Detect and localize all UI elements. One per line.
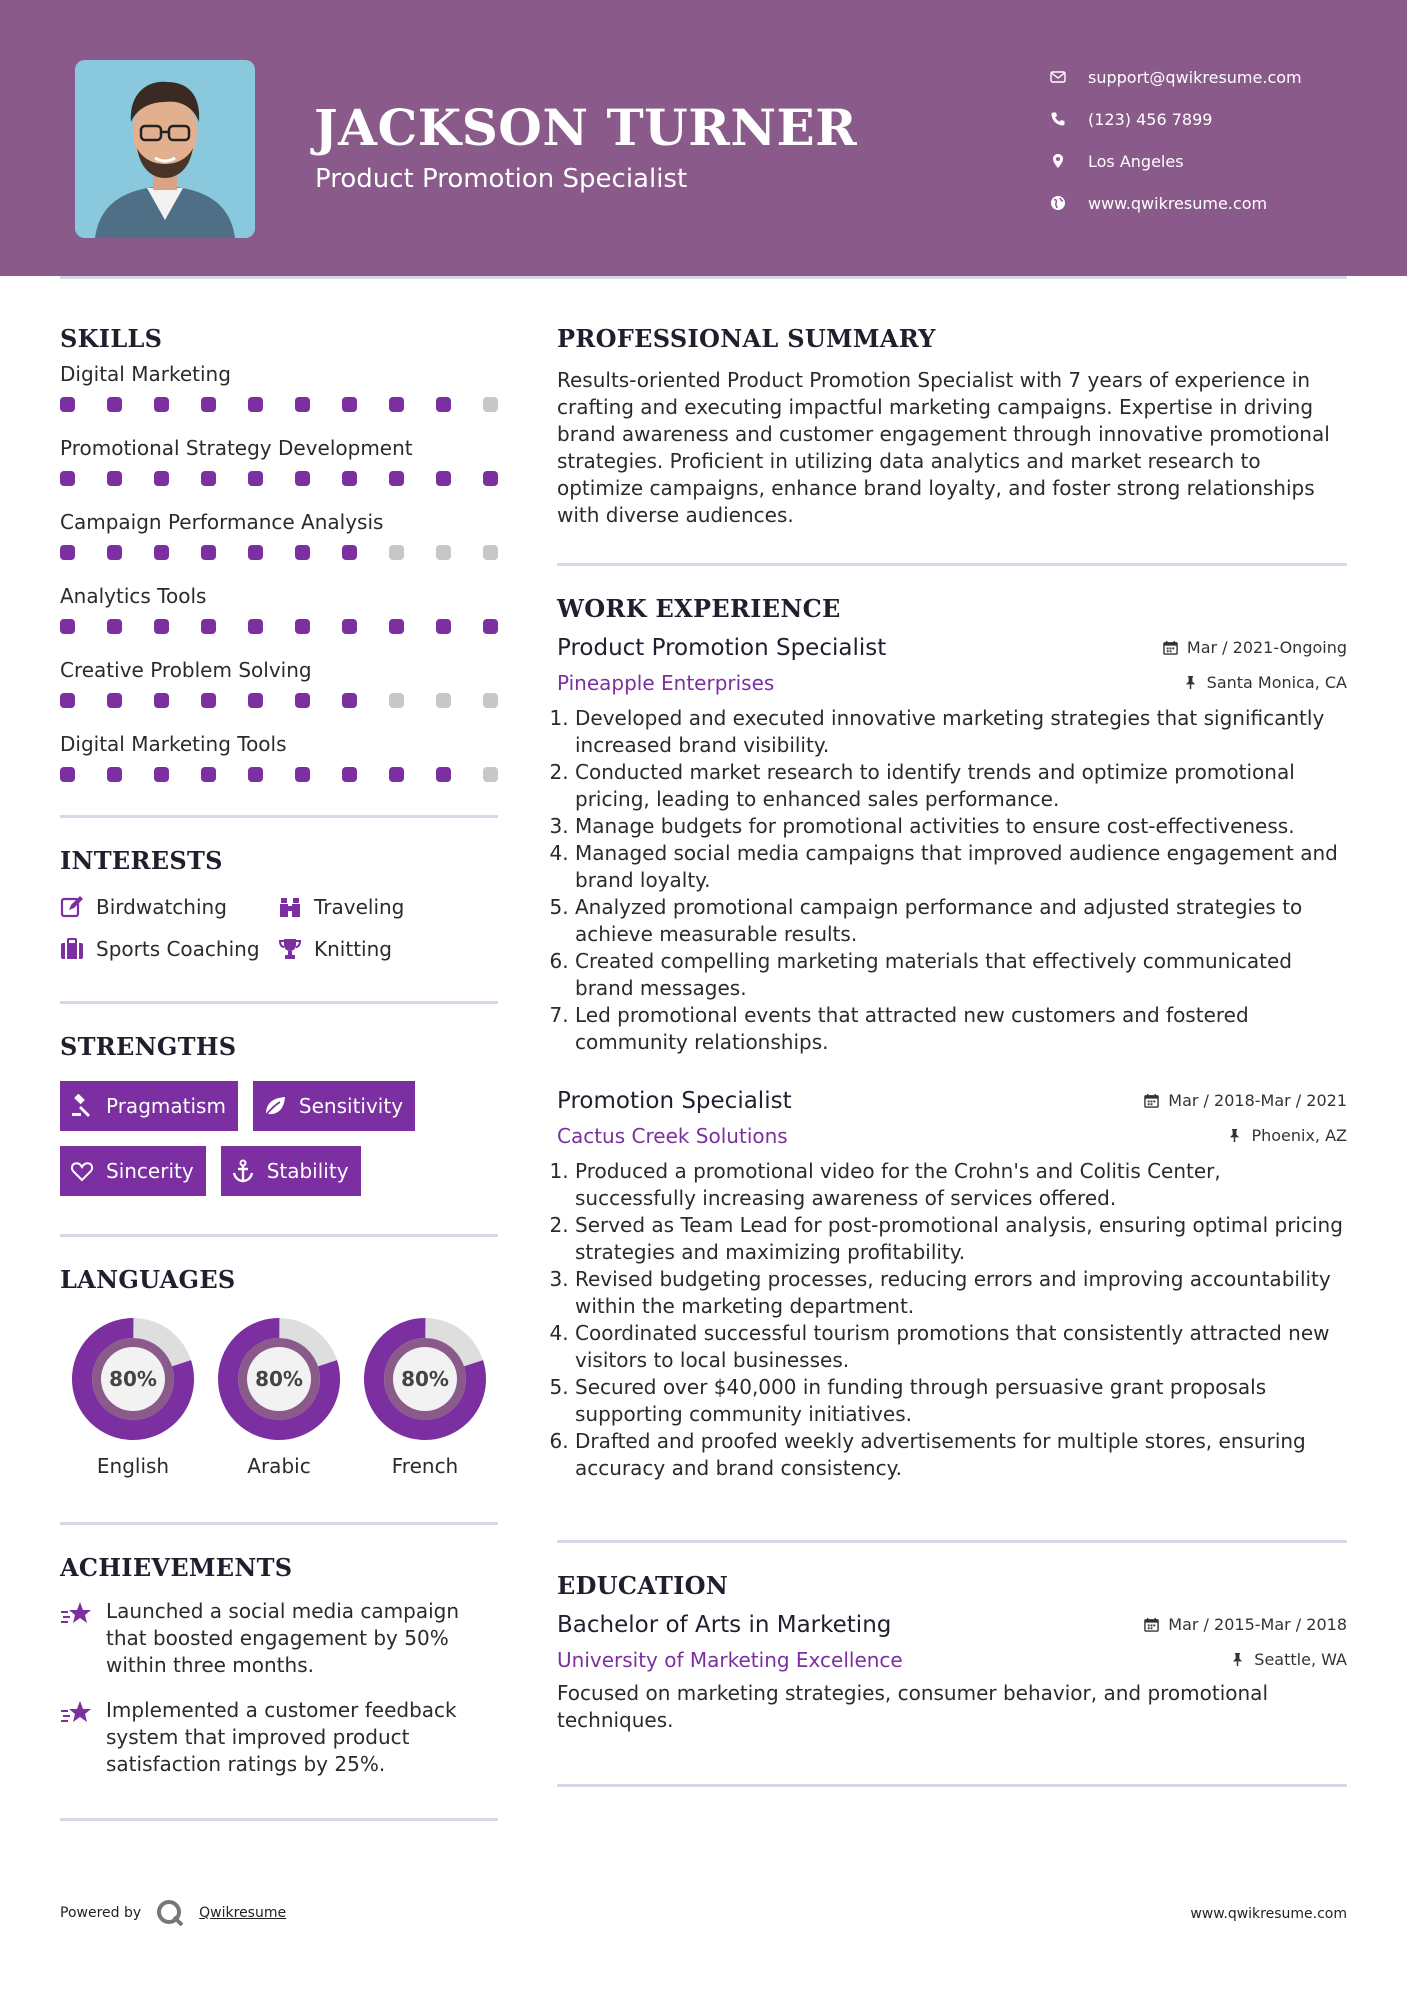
skill-level-dots [60, 611, 498, 655]
skill-dot-empty [483, 545, 498, 560]
skill-dot-filled [342, 693, 357, 708]
skill-dot-empty [483, 767, 498, 782]
skill-dot-filled [436, 397, 451, 412]
strength-tag [221, 1146, 361, 1196]
skill-level-dots [60, 537, 498, 581]
achievement-item [60, 1697, 498, 1778]
job-location-text: Phoenix, AZ [1251, 1126, 1347, 1145]
strength-tag [60, 1146, 206, 1196]
contact-location [1050, 140, 1390, 182]
duty-item: 5. Analyzed promotional campaign performance and adjusted strategies to achieve measurable results. [575, 894, 1347, 948]
skill-dot-filled [295, 767, 310, 782]
job-company: Cactus Creek Solutions [557, 1124, 788, 1148]
skills-title: SKILLS [60, 324, 163, 353]
calendar-icon [1144, 1617, 1159, 1632]
skill-name: Promotional Strategy Development [60, 436, 413, 460]
skill-dot-filled [295, 397, 310, 412]
skill-dot-filled [107, 397, 122, 412]
contact-website[interactable] [1050, 182, 1390, 224]
education-location-text: Seattle, WA [1254, 1650, 1347, 1669]
strength-label: Sensitivity [298, 1094, 404, 1118]
skill-dot-filled [342, 619, 357, 634]
skill-dot-filled [154, 545, 169, 560]
skill-dot-empty [483, 397, 498, 412]
skill-dot-filled [154, 619, 169, 634]
section-divider [60, 1522, 498, 1525]
duty-item: 2. Conducted market research to identify trends and optimize promotional pricing, leading to enhanced sales performance. [575, 759, 1347, 813]
interest-label: Traveling [314, 895, 405, 919]
skill-dot-filled [201, 397, 216, 412]
duty-item: 5. Secured over $40,000 in funding through persuasive grant proposals supporting community initiatives. [575, 1374, 1347, 1428]
skill-level-dots [60, 685, 498, 729]
achievements-section [60, 1553, 498, 1778]
duty-item: 1. Produced a promotional video for the Crohn's and Colitis Center, successfully increasing awareness of services offered. [575, 1158, 1347, 1212]
contact-location-text: Los Angeles [1088, 151, 1184, 171]
achievements-title: ACHIEVEMENTS [60, 1553, 293, 1582]
job-header [557, 635, 1347, 661]
job-location [1183, 673, 1347, 692]
education-title: EDUCATION [557, 1571, 729, 1600]
skill-dot-filled [342, 471, 357, 486]
job-subheader [557, 1124, 1347, 1148]
skill-dot-filled [295, 619, 310, 634]
job-entry [557, 1088, 1347, 1482]
languages-section [60, 1265, 498, 1478]
skill-name: Campaign Performance Analysis [60, 510, 384, 534]
duty-item: 7. Led promotional events that attracted new customers and fostered community relationships. [575, 1002, 1347, 1056]
skill-dot-filled [107, 471, 122, 486]
section-divider [557, 1540, 1347, 1543]
skill-dot-filled [248, 397, 263, 412]
skill-dot-empty [389, 693, 404, 708]
summary-section [557, 324, 1347, 529]
skill-dot-filled [483, 619, 498, 634]
language-percent: 80% [401, 1367, 449, 1391]
duty-item: 3. Revised budgeting processes, reducing errors and improving accountability within the marketing department. [575, 1266, 1347, 1320]
summary-text: Results-oriented Product Promotion Specialist with 7 years of experience in crafting and executing impactful marketing campaigns. Expertise in driving brand awareness and customer engagement through innovative promotional strategies. Proficient in utilizing data analytics and market research to optimize campaigns, enhance brand loyalty, and foster strong relationships with diverse audiences. [557, 368, 1330, 527]
language-name: English [96, 1454, 170, 1478]
education-school: University of Marketing Excellence [557, 1648, 903, 1672]
job-subheader [557, 671, 1347, 695]
calendar-icon [1163, 640, 1178, 655]
pin-icon [1227, 1128, 1242, 1143]
duty-item: 2. Served as Team Lead for post-promotional analysis, ensuring optimal pricing strategies and maximizing profitability. [575, 1212, 1347, 1266]
section-divider [557, 563, 1347, 566]
right-column [557, 276, 1347, 1787]
footer-website[interactable]: www.qwikresume.com [1190, 1906, 1347, 1922]
education-date [1144, 1615, 1347, 1634]
skill-dot-filled [248, 767, 263, 782]
skill-dot-filled [248, 693, 263, 708]
strength-label: Pragmatism [106, 1094, 226, 1118]
pin-icon [1183, 675, 1198, 690]
language-item [352, 1318, 498, 1478]
skill-dot-filled [295, 471, 310, 486]
achievement-text: Implemented a customer feedback system that improved product satisfaction ratings by 25%. [106, 1698, 457, 1776]
calendar-icon [1144, 1093, 1159, 1108]
achievement-item [60, 1598, 498, 1679]
globe-icon [1050, 195, 1088, 211]
summary-title: PROFESSIONAL SUMMARY [557, 324, 936, 353]
skill-level-dots [60, 463, 498, 507]
skill-name: Digital Marketing [60, 362, 231, 386]
interest-item [60, 937, 278, 961]
skill-dot-filled [201, 767, 216, 782]
skill-dot-empty [436, 545, 451, 560]
section-divider [557, 1784, 1347, 1787]
left-column [60, 276, 498, 1821]
qwikresume-link[interactable]: Qwikresume [199, 1905, 287, 1921]
languages-list [60, 1318, 498, 1478]
interests-section [60, 846, 498, 961]
skill-dot-filled [389, 619, 404, 634]
contact-phone[interactable] [1050, 98, 1390, 140]
job-duties [557, 1158, 1347, 1482]
interest-label: Sports Coaching [96, 937, 260, 961]
strength-tag [253, 1081, 415, 1131]
language-percent: 80% [109, 1367, 157, 1391]
skill-dot-filled [201, 545, 216, 560]
achievement-text: Launched a social media campaign that boosted engagement by 50% within three months. [106, 1599, 460, 1677]
skill-dot-filled [483, 471, 498, 486]
resume-header [0, 0, 1407, 276]
skill-name: Creative Problem Solving [60, 658, 312, 682]
section-divider [60, 1001, 498, 1004]
binoculars-icon [278, 895, 302, 919]
powered-by-label: Powered by [60, 1905, 142, 1921]
skill-dot-empty [436, 693, 451, 708]
duty-item: 4. Managed social media campaigns that improved audience engagement and brand loyalty. [575, 840, 1347, 894]
skill-dot-filled [436, 767, 451, 782]
skill-dot-filled [201, 693, 216, 708]
skill-dot-filled [436, 619, 451, 634]
skill-dot-filled [248, 471, 263, 486]
contact-email[interactable] [1050, 56, 1390, 98]
skills-section [60, 324, 498, 803]
skills-list [60, 359, 498, 803]
interests-list [60, 895, 498, 961]
duty-item: 6. Drafted and proofed weekly advertisements for multiple stores, ensuring accuracy and brand consistency. [575, 1428, 1347, 1482]
skill-dot-filled [60, 619, 75, 634]
interest-item [278, 895, 498, 919]
skill-dot-filled [107, 767, 122, 782]
skill-dot-filled [154, 397, 169, 412]
leaf-icon [263, 1094, 287, 1118]
job-date [1163, 638, 1347, 657]
candidate-role: Product Promotion Specialist [315, 164, 688, 194]
section-divider [60, 815, 498, 818]
language-ring [72, 1318, 194, 1440]
interests-title: INTERESTS [60, 846, 223, 875]
strength-label: Sincerity [106, 1159, 194, 1183]
skill-dot-filled [60, 397, 75, 412]
interest-item [278, 937, 498, 961]
skill-dot-filled [154, 471, 169, 486]
star-icon [60, 1699, 92, 1727]
strength-label: Stability [266, 1159, 349, 1183]
skill-dot-filled [389, 471, 404, 486]
contact-website-text: www.qwikresume.com [1088, 193, 1268, 213]
candidate-name: JACKSON TURNER [314, 98, 858, 157]
language-ring [364, 1318, 486, 1440]
job-title: Promotion Specialist [557, 1088, 792, 1114]
skill-dot-filled [107, 693, 122, 708]
section-divider [60, 1818, 498, 1821]
skill-level-dots [60, 759, 498, 803]
job-entry [557, 635, 1347, 1056]
gavel-icon [70, 1094, 94, 1118]
skill-name: Digital Marketing Tools [60, 732, 287, 756]
language-name: Arabic [247, 1454, 311, 1478]
strength-tag [60, 1081, 238, 1131]
location-pin-icon [1050, 153, 1088, 169]
strengths-section [60, 1032, 498, 1196]
duty-item: 1. Developed and executed innovative marketing strategies that significantly increased brand visibility. [575, 705, 1347, 759]
strengths-title: STRENGTHS [60, 1032, 237, 1061]
suitcase-icon [60, 937, 84, 961]
interest-item [60, 895, 278, 919]
interest-label: Knitting [314, 937, 392, 961]
job-date [1144, 1091, 1347, 1110]
avatar [75, 60, 255, 238]
education-description: Focused on marketing strategies, consumer behavior, and promotional techniques. [557, 1681, 1268, 1732]
contact-list [1050, 56, 1390, 224]
education-degree: Bachelor of Arts in Marketing [557, 1612, 892, 1638]
duty-item: 6. Created compelling marketing materials that effectively communicated brand messages. [575, 948, 1347, 1002]
footer-powered-by [60, 1898, 286, 1928]
skill-dot-filled [60, 693, 75, 708]
job-title: Product Promotion Specialist [557, 635, 887, 661]
skill-dot-filled [154, 693, 169, 708]
education-section [557, 1571, 1347, 1734]
skill-dot-filled [60, 767, 75, 782]
education-subheader [557, 1648, 1347, 1672]
language-percent: 80% [255, 1367, 303, 1391]
heart-icon [70, 1159, 94, 1183]
languages-title: LANGUAGES [60, 1265, 236, 1294]
section-divider [60, 1234, 498, 1237]
pin-icon [1230, 1652, 1245, 1667]
skill-dot-filled [154, 767, 169, 782]
duty-item: 4. Coordinated successful tourism promotions that consistently attracted new visitors to local businesses. [575, 1320, 1347, 1374]
anchor-icon [231, 1159, 255, 1183]
experience-section [557, 594, 1347, 1482]
job-date-text: Mar / 2021-Ongoing [1186, 638, 1347, 657]
skill-dot-filled [60, 471, 75, 486]
job-location [1227, 1126, 1347, 1145]
skill-dot-filled [389, 397, 404, 412]
trophy-icon [278, 937, 302, 961]
duty-item: 3. Manage budgets for promotional activities to ensure cost-effectiveness. [575, 813, 1347, 840]
envelope-icon [1050, 69, 1088, 85]
skill-dot-filled [248, 619, 263, 634]
education-date-text: Mar / 2015-Mar / 2018 [1168, 1615, 1347, 1634]
skill-dot-filled [342, 545, 357, 560]
skill-dot-filled [295, 545, 310, 560]
job-duties [557, 705, 1347, 1056]
language-item [60, 1318, 206, 1478]
contact-phone-text: (123) 456 7899 [1088, 109, 1213, 129]
skill-dot-filled [342, 767, 357, 782]
skill-dot-empty [483, 693, 498, 708]
skill-dot-filled [248, 545, 263, 560]
job-location-text: Santa Monica, CA [1206, 673, 1347, 692]
language-ring [218, 1318, 340, 1440]
skill-dot-empty [389, 545, 404, 560]
phone-icon [1050, 111, 1088, 127]
skill-dot-filled [342, 397, 357, 412]
experience-title: WORK EXPERIENCE [557, 594, 841, 623]
edit-icon [60, 895, 84, 919]
interest-label: Birdwatching [96, 895, 227, 919]
skill-name: Analytics Tools [60, 584, 207, 608]
skill-dot-filled [60, 545, 75, 560]
job-date-text: Mar / 2018-Mar / 2021 [1168, 1091, 1347, 1110]
skill-dot-filled [436, 471, 451, 486]
contact-email-text: support@qwikresume.com [1088, 67, 1302, 87]
education-header [557, 1612, 1347, 1638]
job-header [557, 1088, 1347, 1114]
education-location [1230, 1650, 1347, 1669]
qwikresume-logo-icon [155, 1898, 185, 1928]
star-icon [60, 1600, 92, 1628]
skill-dot-filled [389, 767, 404, 782]
skill-level-dots [60, 389, 498, 433]
skill-dot-filled [201, 619, 216, 634]
skill-dot-filled [201, 471, 216, 486]
job-company: Pineapple Enterprises [557, 671, 775, 695]
language-item [206, 1318, 352, 1478]
language-name: French [391, 1454, 459, 1478]
skill-dot-filled [107, 545, 122, 560]
skill-dot-filled [295, 693, 310, 708]
skill-dot-filled [107, 619, 122, 634]
profile-photo [75, 60, 255, 238]
strengths-list [60, 1081, 498, 1196]
